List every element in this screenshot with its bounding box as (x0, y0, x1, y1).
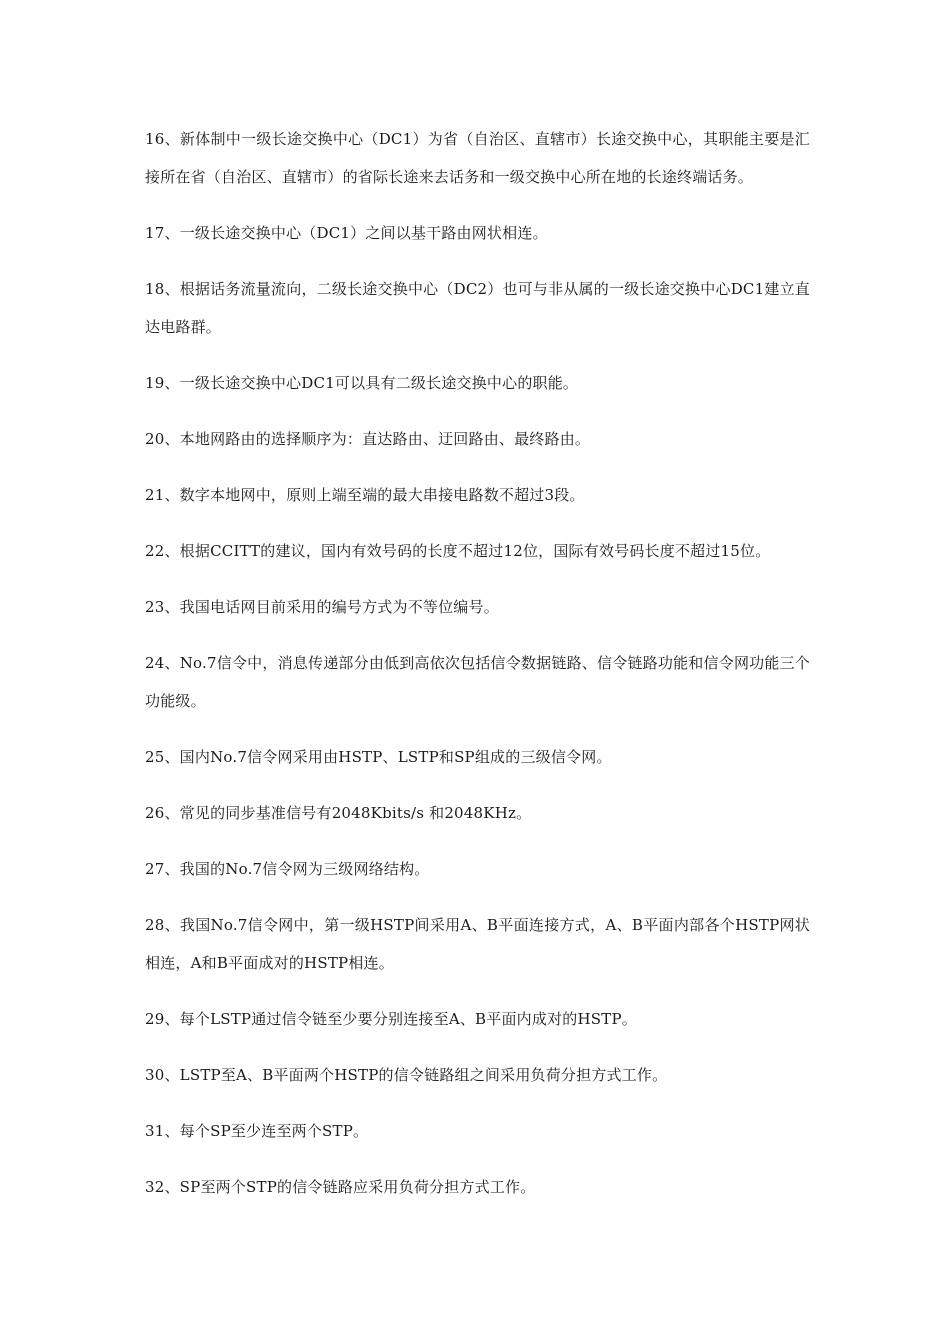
paragraph-23: 23、我国电话网目前采用的编号方式为不等位编号。 (145, 598, 499, 616)
paragraph-22: 22、根据CCITT的建议，国内有效号码的长度不超过12位，国际有效号码长度不超过15位。 (145, 542, 771, 560)
paragraph-31: 31、每个SP至少连至两个STP。 (145, 1122, 369, 1140)
paragraph-30: 30、LSTP至A、B平面两个HSTP的信令链路组之间采用负荷分担方式工作。 (145, 1066, 668, 1084)
paragraph-26: 26、常见的同步基准信号有2048Kbits/s 和2048KHz。 (145, 804, 532, 822)
paragraph-16: 16、新体制中一级长途交换中心（DC1）为省（自治区、直辖市）长途交换中心，其职能主要是汇接所在省（自治区、直辖市）的省际长途来去话务和一级交换中心所在地的长途终端话务。 (145, 130, 810, 186)
paragraph-18: 18、根据话务流量流向，二级长途交换中心（DC2）也可与非从属的一级长途交换中心DC1建立直达电路群。 (145, 280, 810, 336)
paragraph-17: 17、一级长途交换中心（DC1）之间以基干路由网状相连。 (145, 224, 548, 242)
paragraph-32: 32、SP至两个STP的信令链路应采用负荷分担方式工作。 (145, 1178, 536, 1196)
paragraph-25: 25、国内No.7信令网采用由HSTP、LSTP和SP组成的三级信令网。 (145, 748, 612, 766)
paragraph-21: 21、数字本地网中，原则上端至端的最大串接电路数不超过3段。 (145, 486, 585, 504)
paragraph-19: 19、一级长途交换中心DC1可以具有二级长途交换中心的职能。 (145, 374, 579, 392)
document-body (145, 120, 810, 1224)
paragraph-24: 24、No.7信令中，消息传递部分由低到高依次包括信令数据链路、信令链路功能和信令网功能三个功能级。 (145, 654, 810, 710)
paragraph-27: 27、我国的No.7信令网为三级网络结构。 (145, 860, 430, 878)
paragraph-29: 29、每个LSTP通过信令链至少要分别连接至A、B平面内成对的HSTP。 (145, 1010, 637, 1028)
paragraph-28: 28、我国No.7信令网中，第一级HSTP间采用A、B平面连接方式，A、B平面内部各个HSTP网状相连，A和B平面成对的HSTP相连。 (145, 916, 810, 972)
paragraph-20: 20、本地网路由的选择顺序为：直达路由、迂回路由、最终路由。 (145, 430, 591, 448)
